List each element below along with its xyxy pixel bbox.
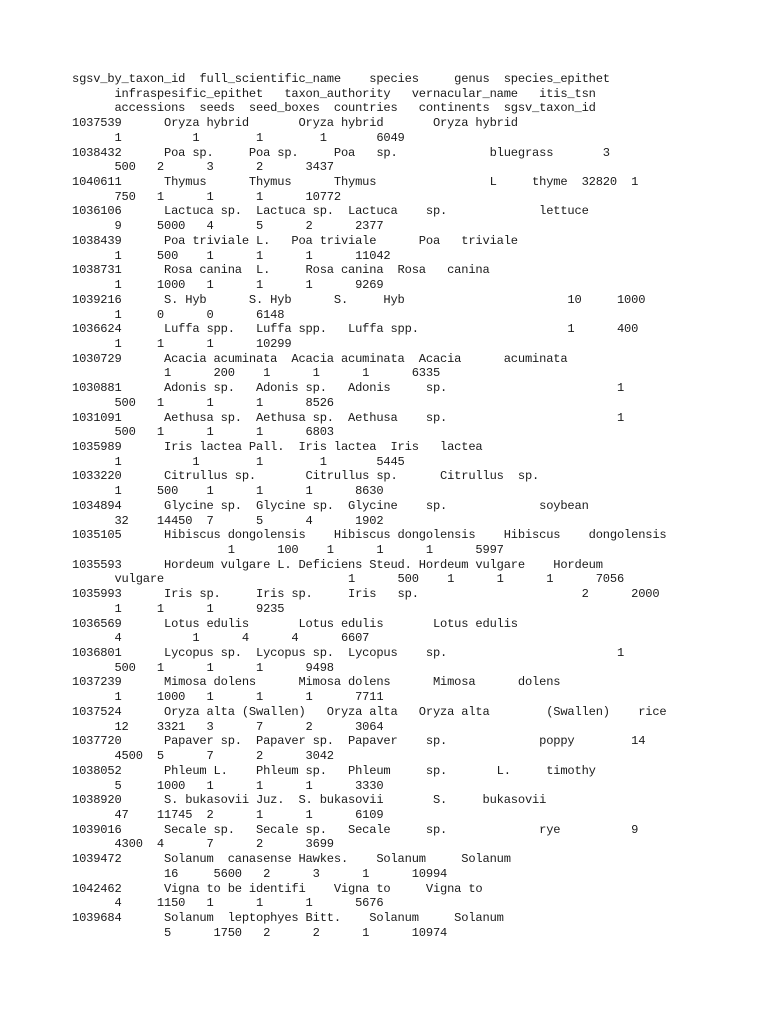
- record-line: 500 1 1 1 9498: [72, 660, 334, 675]
- record-line: 1 1000 1 1 1 7711: [72, 690, 384, 705]
- record-line: 750 1 1 1 10772: [72, 189, 341, 204]
- record-line: 1 1000 1 1 1 9269: [72, 278, 384, 293]
- record-line: 1034894 Glycine sp. Glycine sp. Glycine sp. soybean: [72, 498, 589, 513]
- record-line: 1 500 1 1 1 11042: [72, 248, 391, 263]
- record-line: 5 1000 1 1 1 3330: [72, 778, 384, 793]
- record-line: 1030881 Adonis sp. Adonis sp. Adonis sp. 1: [72, 381, 625, 396]
- record-line: 1035989 Iris lactea Pall. Iris lactea Iris lactea: [72, 439, 483, 454]
- record-line: 1038439 Poa triviale L. Poa triviale Poa triviale: [72, 233, 518, 248]
- record-line: 4 1 4 4 6607: [72, 631, 370, 646]
- record-line: 9 5000 4 5 2 2377: [72, 219, 384, 234]
- record-line: 1040611 Thymus Thymus Thymus L thyme 32820 1: [72, 175, 639, 190]
- record-line: 1039016 Secale sp. Secale sp. Secale sp. rye 9: [72, 822, 639, 837]
- record-line: 1036106 Lactuca sp. Lactuca sp. Lactuca sp. lettuce: [72, 204, 589, 219]
- header-line: accessions seeds seed_boxes countries continents sgsv_taxon_id: [72, 101, 596, 116]
- record-line: 1038052 Phleum L. Phleum sp. Phleum sp. L. timothy: [72, 763, 596, 778]
- record-line: 1037539 Oryza hybrid Oryza hybrid Oryza hybrid: [72, 116, 518, 131]
- record-line: 1 500 1 1 1 8630: [72, 484, 384, 499]
- record-line: 1 100 1 1 1 5997: [72, 543, 504, 557]
- record-line: 4 1150 1 1 1 5676: [72, 896, 384, 911]
- record-line: 1036801 Lycopus sp. Lycopus sp. Lycopus sp. 1: [72, 646, 625, 661]
- record-line: 1 200 1 1 1 6335: [72, 366, 441, 381]
- record-line: 1033220 Citrullus sp. Citrullus sp. Citrullus sp.: [72, 469, 540, 484]
- record-line: 1038920 S. bukasovii Juz. S. bukasovii S. bukasovii: [72, 793, 547, 808]
- header-line: sgsv_by_taxon_id full_scientific_name species genus species_epithet: [72, 72, 610, 86]
- record-line: 500 1 1 1 8526: [72, 395, 334, 410]
- record-line: 1030729 Acacia acuminata Acacia acuminata Acacia acuminata: [72, 351, 568, 366]
- record-line: 5 1750 2 2 1 10974: [72, 925, 448, 940]
- tsv-text-listing: [72, 72, 667, 940]
- record-line: vulgare 1 500 1 1 1 7056: [72, 572, 625, 587]
- record-line: 1037720 Papaver sp. Papaver sp. Papaver sp. poppy 14: [72, 734, 646, 749]
- record-line: 1038432 Poa sp. Poa sp. Poa sp. bluegrass 3: [72, 145, 610, 160]
- record-line: 1039472 Solanum canasense Hawkes. Solanum Solanum: [72, 852, 511, 867]
- record-line: 1 1 1 1 6049: [72, 130, 405, 145]
- record-line: 1031091 Aethusa sp. Aethusa sp. Aethusa sp. 1: [72, 410, 625, 425]
- record-line: 1035593 Hordeum vulgare L. Deficiens Steud. Hordeum vulgare Hordeum: [72, 557, 603, 572]
- record-line: 4500 5 7 2 3042: [72, 749, 334, 764]
- record-line: 1035993 Iris sp. Iris sp. Iris sp. 2 2000: [72, 587, 660, 602]
- record-line: 16 5600 2 3 1 10994: [72, 866, 448, 881]
- record-line: 500 2 3 2 3437: [72, 160, 334, 175]
- record-line: 1036569 Lotus edulis Lotus edulis Lotus edulis: [72, 616, 518, 631]
- record-line: 1 1 1 9235: [72, 601, 285, 616]
- record-line: 1 0 0 6148: [72, 307, 285, 322]
- record-line: 1042462 Vigna to be identifi Vigna to Vigna to: [72, 881, 483, 896]
- record-line: 1038731 Rosa canina L. Rosa canina Rosa canina: [72, 263, 490, 278]
- record-line: 1036624 Luffa spp. Luffa spp. Luffa spp. 1 400: [72, 322, 639, 337]
- record-line: 47 11745 2 1 1 6109: [72, 807, 384, 822]
- record-line: 1037524 Oryza alta (Swallen) Oryza alta Oryza alta (Swallen) rice: [72, 704, 667, 719]
- record-line: 1039684 Solanum leptophyes Bitt. Solanum Solanum: [72, 910, 504, 925]
- record-line: 500 1 1 1 6803: [72, 425, 334, 440]
- record-line: 1 1 1 1 5445: [72, 454, 405, 469]
- record-line: 12 3321 3 7 2 3064: [72, 719, 384, 734]
- record-line: 1037239 Mimosa dolens Mimosa dolens Mimosa dolens: [72, 675, 561, 690]
- record-line: 32 14450 7 5 4 1902: [72, 513, 384, 528]
- record-line: 1 1 1 10299: [72, 336, 292, 351]
- header-line: infraspesific_epithet taxon_authority vernacular_name itis_tsn: [72, 86, 596, 101]
- record-line: 4300 4 7 2 3699: [72, 837, 334, 852]
- record-line: 1039216 S. Hyb S. Hyb S. Hyb 10 1000: [72, 292, 646, 307]
- record-line: 1035105 Hibiscus dongolensis Hibiscus dongolensis Hibiscus dongolensis: [72, 528, 667, 543]
